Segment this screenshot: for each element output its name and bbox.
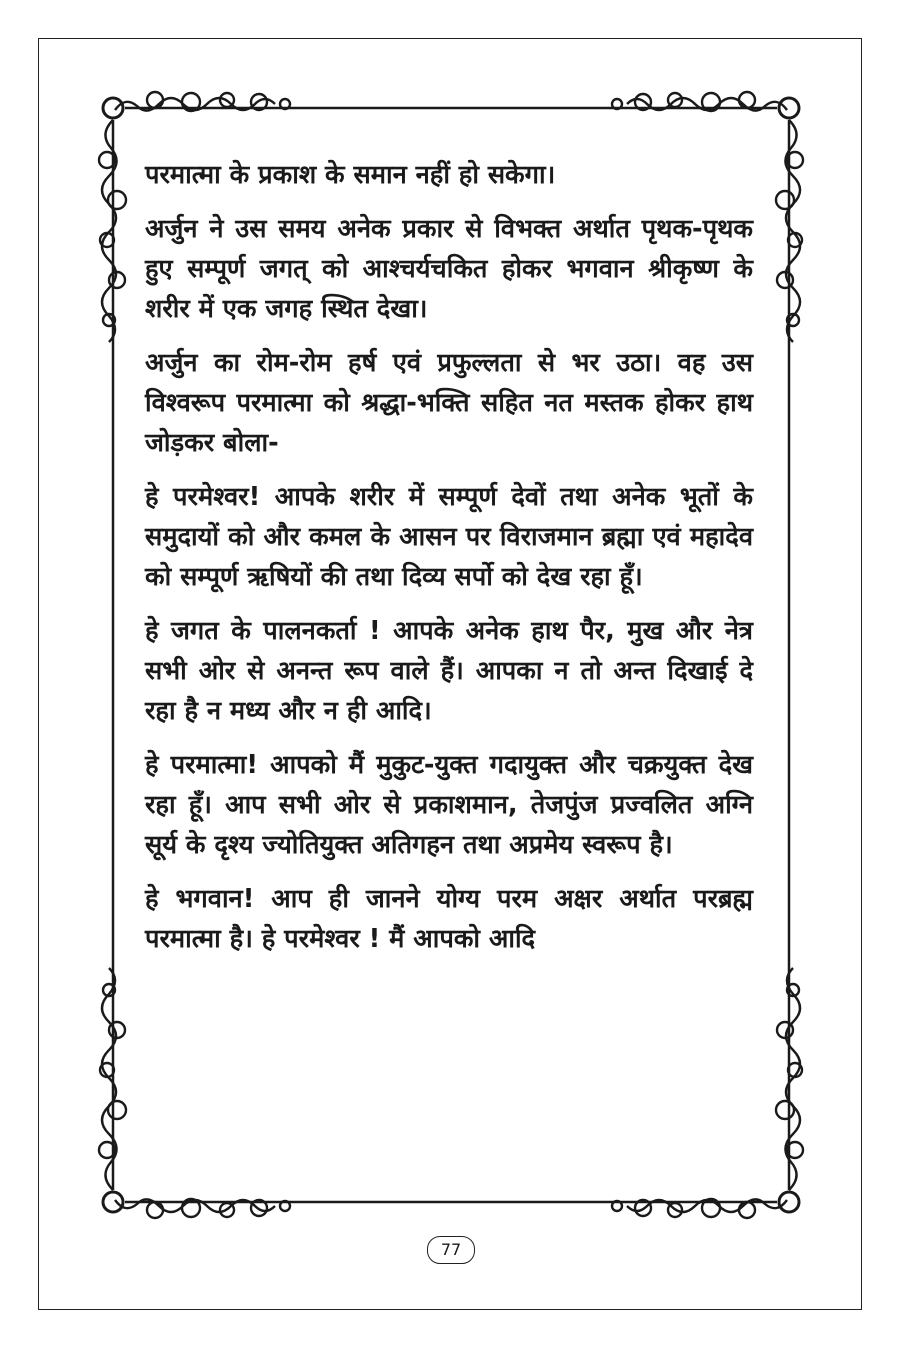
paragraph: अर्जुन ने उस समय अनेक प्रकार से विभक्त अर्थात पृथक-पृथक हुए सम्पूर्ण जगत् को आश्चर्यचकित होकर भगवान श्रीकृष्ण के शरीर में एक जगह स्थित देखा। — [145, 214, 753, 324]
paragraph: अर्जुन का रोम-रोम हर्ष एवं प्रफुल्लता से भर उठा। वह उस विश्वरूप परमात्मा को श्रद्धा-भक्ति सहित नत मस्तक होकर हाथ जोड़कर बोला- — [145, 348, 753, 458]
paragraph: हे जगत के पालनकर्ता ! आपके अनेक हाथ पैर, मुख और नेत्र सभी ओर से अनन्त रूप वाले हैं। आपका न तो अन्त दिखाई दे रहा है न मध्य और न ही आदि। — [145, 616, 753, 726]
paragraph: हे परमेश्वर! आपके शरीर में सम्पूर्ण देवों तथा अनेक भूतों के समुदायों को और कमल के आसन पर विराजमान ब्रह्मा एवं महादेव को सम्पूर्ण ऋषियों की तथा दिव्य सर्पो को देख रहा हूँ। — [145, 482, 753, 592]
paragraph: परमात्मा के प्रकाश के समान नहीं हो सकेगा। — [145, 160, 556, 190]
paragraph: हे भगवान! आप ही जानने योग्य परम अक्षर अर्थात परब्रह्म परमात्मा है। हे परमेश्वर ! मैं आपको आदि — [145, 884, 753, 954]
main-text — [145, 155, 753, 973]
page-number: 77 — [427, 1236, 475, 1264]
paragraph: हे परमात्मा! आपको मैं मुकुट-युक्त गदायुक्त और चक्रयुक्त देख रहा हूँ। आप सभी ओर से प्रकाशमान, तेजपुंज प्रज्वलित अग्नि सूर्य के दृश्य ज्योतियुक्त अतिगहन तथा अप्रमेय स्वरूप है। — [145, 750, 753, 860]
